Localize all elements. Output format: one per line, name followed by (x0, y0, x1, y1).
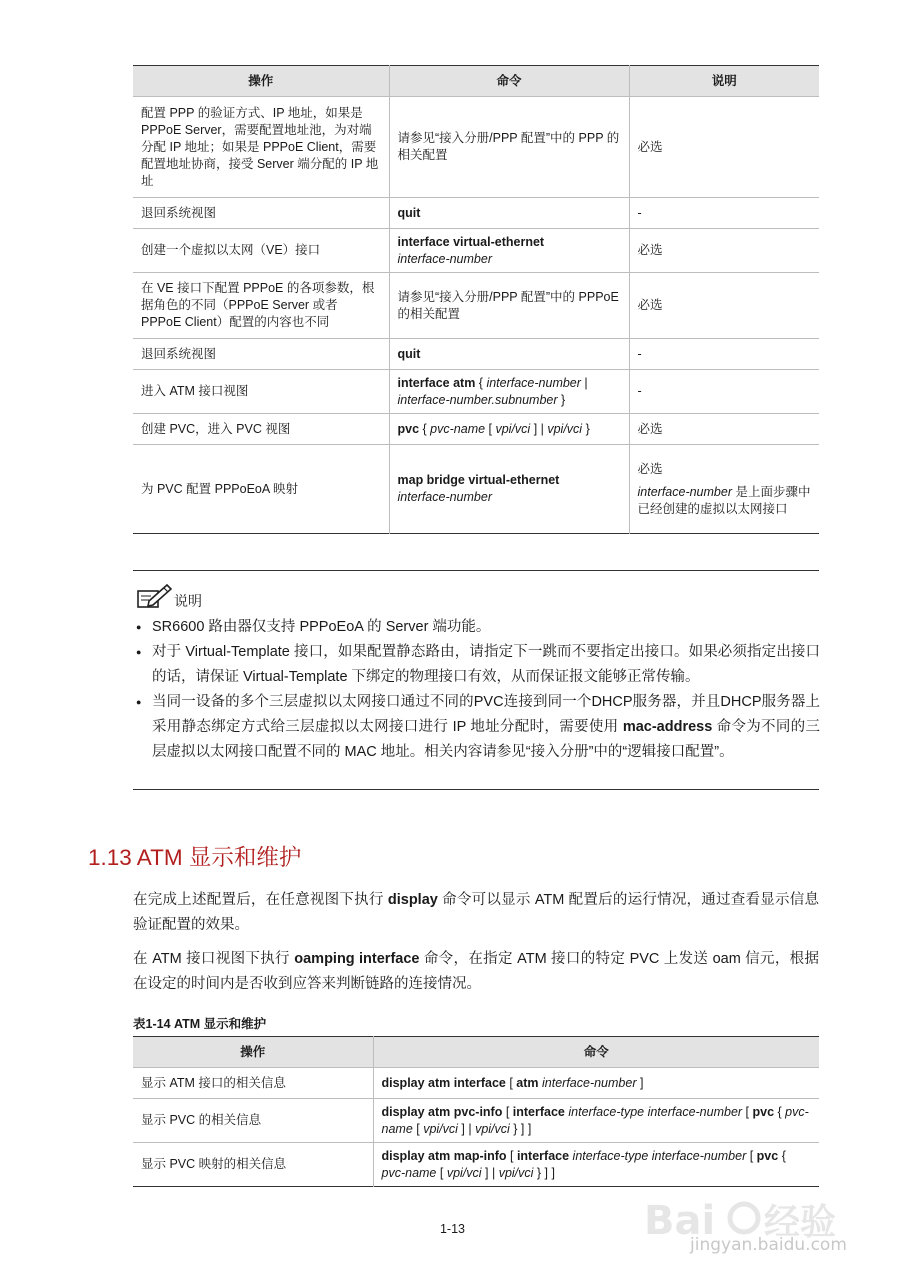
note-pencil-icon (137, 582, 173, 612)
cmd-keyword: quit (397, 205, 421, 220)
cmd-punct: [ (502, 1104, 513, 1119)
para-text: 在完成上述配置后，在任意视图下执行 (133, 892, 388, 908)
header-command: 命令 (389, 66, 629, 97)
cmd-keyword: display atm map-info (381, 1148, 507, 1163)
cmd-keyword: atm (516, 1075, 539, 1090)
cmd-arg: vpi/vci (495, 421, 531, 436)
cmd-punct: { (419, 421, 431, 436)
cmd-cell (389, 445, 629, 534)
cmd-keyword: pvc (397, 421, 420, 436)
note-desc: 是上面步骤中已经创建的虚拟以太网接口 (637, 484, 811, 516)
cmd-punct: ] | (457, 1121, 476, 1136)
cmd-arg: interface-type interface-number (568, 1104, 743, 1119)
cmd-cell (373, 1068, 819, 1099)
display-table (133, 1036, 819, 1187)
note-cell: 必选 (629, 97, 819, 198)
cmd-arg: vpi/vci (446, 1165, 482, 1180)
op-cell: 退回系统视图 (133, 339, 389, 370)
note-text: 命令为不同的三层虚拟以太网接口配置不同的 MAC 地址。相关内容请参见“接入分册”中的“逻辑接口配置”。 (152, 719, 820, 760)
cmd-punct: } (557, 392, 566, 407)
note-required: 必选 (637, 461, 663, 476)
note-cell: 必选 (629, 273, 819, 339)
note-title: 说明 (174, 593, 202, 609)
cmd-cell (389, 198, 629, 229)
cmd-punct: [ (506, 1148, 517, 1163)
op-cell: 退回系统视图 (133, 198, 389, 229)
cmd-arg: pvc-name (381, 1165, 437, 1180)
header-description: 说明 (629, 66, 819, 97)
caption-number: 表1-14 (133, 1017, 171, 1031)
cmd-punct: { (774, 1104, 786, 1119)
cmd-arg: interface-number (542, 1075, 637, 1090)
cmd-punct: [ (436, 1165, 447, 1180)
cmd-punct: ] | (530, 421, 548, 436)
para-keyword: display (387, 892, 438, 908)
para-text: 在 ATM 接口视图下执行 (133, 951, 295, 967)
cmd-punct: } ] ] (533, 1165, 555, 1180)
cmd-keyword: pvc (752, 1104, 775, 1119)
cmd-arg: vpi/vci (475, 1121, 510, 1136)
section-title: 1.13 ATM 显示和维护 (88, 845, 302, 870)
cmd-punct: } ] ] (509, 1121, 532, 1136)
table-row (133, 198, 819, 229)
svg-text:Bai: Bai (644, 1198, 716, 1244)
cmd-arg: vpi/vci (498, 1165, 534, 1180)
table-row (133, 1068, 819, 1099)
cmd-arg: pvc-name (430, 421, 486, 436)
cmd-arg: vpi/vci (547, 421, 583, 436)
cmd-keyword: display atm interface (381, 1075, 506, 1090)
cmd-arg: interface-number.subnumber (397, 392, 558, 407)
watermark-url: jingyan.baidu.com (690, 1235, 847, 1255)
note-cell: - (629, 339, 819, 370)
paragraph (133, 888, 819, 938)
cmd-keyword: interface virtual-ethernet (397, 234, 545, 249)
baidu-jingyan-logo-icon (640, 1170, 850, 1270)
table-row (133, 414, 819, 445)
op-cell: 进入 ATM 接口视图 (133, 370, 389, 414)
cmd-arg: interface-type interface-number (572, 1148, 747, 1163)
op-cell: 显示 ATM 接口的相关信息 (133, 1068, 373, 1099)
cmd-punct: [ (746, 1148, 757, 1163)
cmd-keyword: interface (516, 1148, 570, 1163)
cmd-punct: } (582, 421, 590, 436)
cmd-punct: { (778, 1148, 786, 1163)
cmd-arg: interface-number (397, 251, 492, 266)
note-cell: - (629, 370, 819, 414)
op-cell: 为 PVC 配置 PPPoEoA 映射 (133, 445, 389, 534)
cmd-punct: [ (742, 1104, 753, 1119)
table-header-row (133, 66, 819, 97)
note-cell (629, 445, 819, 534)
list-item: ● 对于 Virtual-Template 接口，如果配置静态路由，请指定下一跳而不要指定出接口。如果必须指定出接口的话，请保证 Virtual-Template 下绑定的物理接口有效，从而保证报文能够正常传输。 (136, 640, 820, 690)
table-header-row (133, 1037, 819, 1068)
paragraph (133, 947, 819, 997)
op-cell: 配置 PPP 的验证方式、IP 地址，如果是 PPPoE Server，需要配置地址池，为对端分配 IP 地址；如果是 PPPoE Client，需要配置地址协商，接受 Server 端分配的 IP 地址 (133, 97, 389, 198)
para-text: 命令可以显示 ATM 配置后的运行情况，通过查看显示信息验证配置的效果。 (133, 892, 819, 933)
cmd-cell (389, 339, 629, 370)
op-cell: 显示 PVC 映射的相关信息 (133, 1143, 373, 1187)
cmd-arg: pvc-name (381, 1104, 809, 1136)
table-row (133, 370, 819, 414)
cmd-keyword: display atm pvc-info (381, 1104, 503, 1119)
note-cell: 必选 (629, 414, 819, 445)
table-row (133, 1099, 819, 1143)
watermark-logo-text: 经验 (764, 1202, 837, 1243)
cmd-punct: | (580, 375, 588, 390)
note-text: 当同一设备的多个三层虚拟以太网接口通过不同的PVC连接到同一个DHCP服务器，并且DHCP服务器上采用静态绑定方式给三层虚拟以太网接口进行 IP 地址分配时，需要使用 (152, 694, 820, 735)
cmd-keyword: interface atm (397, 375, 476, 390)
table-row (133, 445, 819, 534)
cmd-punct: { (475, 375, 487, 390)
table-row (133, 339, 819, 370)
note-arg: interface-number (637, 484, 732, 499)
cmd-cell: 请参见“接入分册/PPP 配置”中的 PPP 的相关配置 (389, 97, 629, 198)
cmd-keyword: pvc (756, 1148, 779, 1163)
header-operation: 操作 (133, 66, 389, 97)
cmd-cell (373, 1099, 819, 1143)
table-caption (133, 1014, 266, 1032)
cmd-cell (389, 229, 629, 273)
cmd-punct: ] (636, 1075, 644, 1090)
cmd-punct: [ (485, 421, 496, 436)
cmd-cell: 请参见“接入分册/PPP 配置”中的 PPPoE 的相关配置 (389, 273, 629, 339)
op-cell: 显示 PVC 的相关信息 (133, 1099, 373, 1143)
config-table (133, 65, 819, 534)
table-row (133, 273, 819, 339)
op-cell: 创建 PVC，进入 PVC 视图 (133, 414, 389, 445)
cmd-keyword: map bridge virtual-ethernet (397, 473, 560, 487)
para-text: 命令，在指定 ATM 接口的特定 PVC 上发送 oam 信元，根据在设定的时间内是否收到应答来判断链路的连接情况。 (133, 951, 819, 992)
op-cell: 创建一个虚拟以太网（VE）接口 (133, 229, 389, 273)
header-operation: 操作 (133, 1037, 373, 1068)
page-number: 1-13 (439, 1222, 466, 1236)
cmd-arg: interface-number (397, 490, 492, 504)
list-item (136, 690, 820, 765)
cmd-cell (389, 370, 629, 414)
cmd-punct: ] | (481, 1165, 499, 1180)
cmd-arg: vpi/vci (423, 1121, 458, 1136)
table-row (133, 229, 819, 273)
cmd-punct: [ (505, 1075, 517, 1090)
note-cell: - (629, 198, 819, 229)
note-cell: 必选 (629, 229, 819, 273)
para-keyword: oamping interface (294, 951, 420, 967)
cmd-arg: interface-number (486, 375, 581, 390)
cmd-keyword: quit (397, 346, 421, 361)
note-keyword: mac-address (622, 719, 713, 735)
cmd-punct: [ (412, 1121, 424, 1136)
cmd-cell (389, 414, 629, 445)
header-command: 命令 (373, 1037, 819, 1068)
cmd-keyword: interface (512, 1104, 565, 1119)
op-cell: 在 VE 接口下配置 PPPoE 的各项参数，根据角色的不同（PPPoE Server 或者 PPPoE Client）配置的内容也不同 (133, 273, 389, 339)
table-row (133, 97, 819, 198)
caption-text: ATM 显示和维护 (170, 1017, 267, 1031)
list-item: ● SR6600 路由器仅支持 PPPoEoA 的 Server 端功能。 (136, 615, 820, 640)
note-list (136, 615, 820, 765)
